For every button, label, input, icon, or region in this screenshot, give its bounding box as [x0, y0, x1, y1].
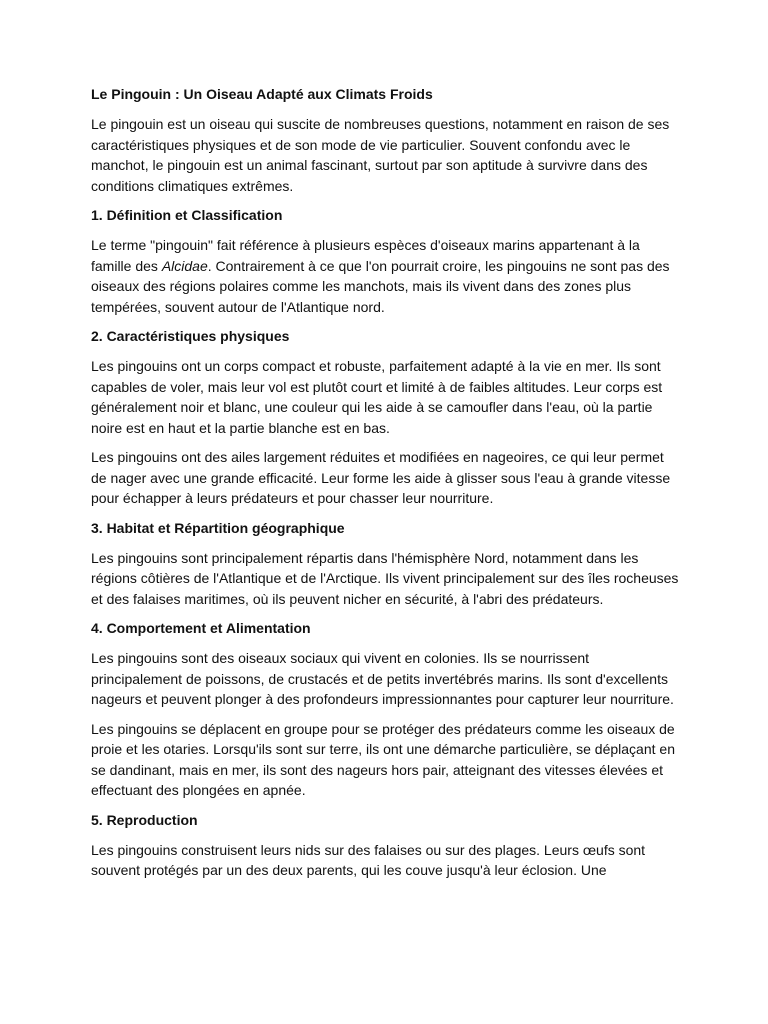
intro-paragraph: Le pingouin est un oiseau qui suscite de nombreuses questions, notamment en raison de ses caractéristiques physiques et de son mode de vie particulier. Souvent confondu avec le manchot, le pingouin est un animal fascinant, surtout par son aptitude à survivre dans des conditions climatiques extrêmes. [91, 116, 670, 194]
section-heading-definition: 1. Définition et Classification [91, 207, 283, 223]
behavior-paragraph-2: Les pingouins se déplacent en groupe pour se protéger des prédateurs comme les oiseaux de proie et les otaries. Lorsqu'ils sont sur terre, ils ont une démarche particulière, se déplaçant en se dandinant, mais en mer, ils sont des nageurs hors pair, atteignant des vitesses élevées et effectuant des plongées en apnée. [91, 720, 675, 798]
document-page [91, 84, 681, 890]
family-name-italic: Alcidae [161, 257, 208, 274]
reproduction-paragraph: Les pingouins construisent leurs nids sur des falaises ou sur des plages. Leurs œufs sont souvent protégés par un des deux parents, qui les couve jusqu'à leur éclosion. Une [91, 841, 646, 878]
section-heading-physical: 2. Caractéristiques physiques [91, 328, 290, 344]
document-title: Le Pingouin : Un Oiseau Adapté aux Climats Froids [91, 86, 433, 102]
behavior-paragraph-1: Les pingouins sont des oiseaux sociaux qui vivent en colonies. Ils se nourrissent principalement de poissons, de crustacés et de petits invertébrés marins. Ils sont d'excellents nageurs et peuvent plonger à des profondeurs impressionnantes pour capturer leur nourriture. [91, 650, 674, 707]
habitat-paragraph: Les pingouins sont principalement répartis dans l'hémisphère Nord, notamment dans les régions côtières de l'Atlantique et de l'Arctique. Ils vivent principalement sur des îles rocheuses et des falaises maritimes, où ils peuvent nicher en sécurité, à l'abri des prédateurs. [91, 549, 679, 607]
definition-paragraph [91, 235, 681, 317]
definition-text-start: Le terme "pingouin" fait référence à plusieurs espèces d'oiseaux marins appartenant à la famille des [91, 237, 640, 274]
section-heading-habitat: 3. Habitat et Répartition géographique [91, 519, 345, 536]
section-heading-behavior: 4. Comportement et Alimentation [91, 620, 311, 636]
physical-paragraph-1: Les pingouins ont un corps compact et robuste, parfaitement adapté à la vie en mer. Ils sont capables de voler, mais leur vol est plutôt court et limité à de faibles altitudes. Leur corps est généralement noir et blanc, une couleur qui les aide à se camoufler dans l'eau, où la partie noire est en haut et la partie blanche est en bas. [91, 358, 663, 436]
section-heading-reproduction: 5. Reproduction [91, 811, 198, 828]
definition-text-end: . Contrairement à ce que l'on pourrait croire, les pingouins ne sont pas des oiseaux des régions polaires comme les manchots, mais ils vivent dans des zones plus tempérées, souvent autour de l'Atlantique nord. [91, 257, 670, 315]
physical-paragraph-2: Les pingouins ont des ailes largement réduites et modifiées en nageoires, ce qui leur permet de nager avec une grande efficacité. Leur forme les aide à glisser sous l'eau à grande vitesse pour échapper à leurs prédateurs et pour chasser leur nourriture. [91, 449, 671, 506]
